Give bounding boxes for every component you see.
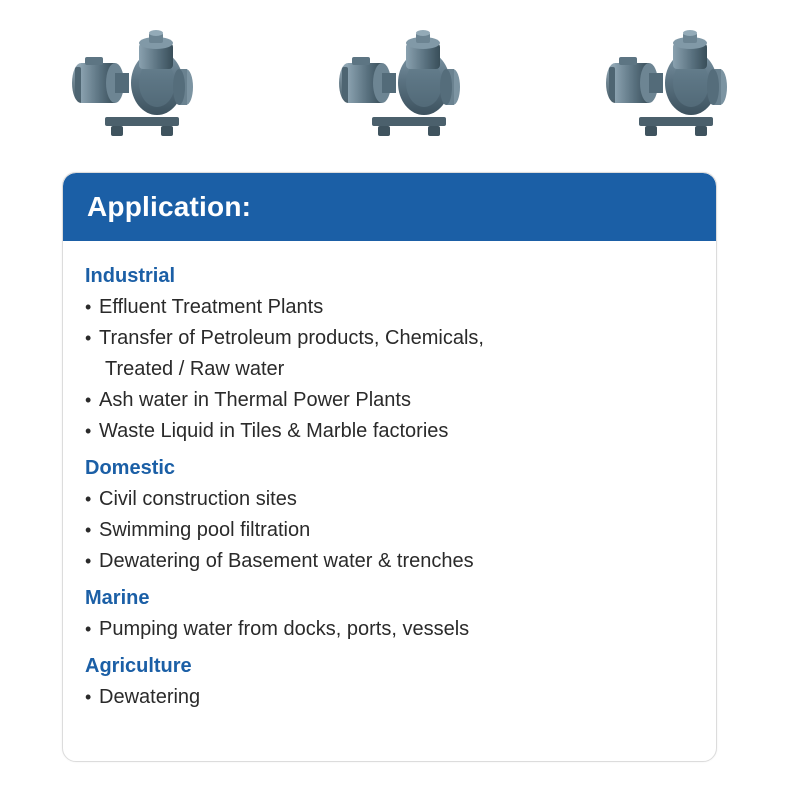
list-item-label: Swimming pool filtration [99,519,311,541]
list-item [85,292,698,323]
pump-image-1 [53,21,213,156]
application-card-title: Application: [87,191,252,222]
list-item [85,614,698,645]
bullet-icon: • [85,297,92,317]
application-group-agriculture [81,655,698,713]
list-item [85,682,698,713]
self-priming-pump-icon [53,21,213,151]
application-group-industrial [81,265,698,447]
self-priming-pump-icon [587,21,747,151]
group-title-agriculture: Agriculture [85,655,192,677]
list-item [85,484,698,515]
list-item-label: Ash water in Thermal Power Plants [99,389,411,411]
bullet-icon: • [85,687,92,707]
bullet-icon: • [85,551,92,571]
group-title-domestic: Domestic [85,457,176,479]
list-item-label: Pumping water from docks, ports, vessels [99,618,470,640]
pump-image-3 [587,21,747,156]
group-title-marine: Marine [85,587,150,609]
bullet-icon: • [85,421,92,441]
list-item-line1: Transfer of Petroleum products, Chemicals, [99,327,484,349]
list-item [85,416,698,447]
list-item [85,515,698,546]
list-item-label: Dewatering of Basement water & trenches [99,550,474,572]
list-item-label: Effluent Treatment Plants [99,296,324,318]
application-group-marine [81,587,698,645]
pump-image-2 [320,21,480,156]
list-item-label: Civil construction sites [99,488,297,510]
bullet-icon: • [85,390,92,410]
application-card-body [63,241,716,725]
product-image-row [0,18,800,158]
bullet-icon: • [85,328,92,348]
self-priming-pump-icon [320,21,480,151]
list-item [85,546,698,577]
application-card-header [63,173,716,241]
list-item-line2: Treated / Raw water [105,358,285,380]
application-group-domestic [81,457,698,577]
list-item-label [99,323,698,385]
application-card [62,172,717,762]
list-item-label: Dewatering [99,686,201,708]
list-item-label: Waste Liquid in Tiles & Marble factories [99,420,449,442]
group-title-industrial: Industrial [85,265,176,287]
list-item [85,323,698,385]
bullet-icon: • [85,489,92,509]
list-item [85,385,698,416]
bullet-icon: • [85,520,92,540]
bullet-icon: • [85,619,92,639]
